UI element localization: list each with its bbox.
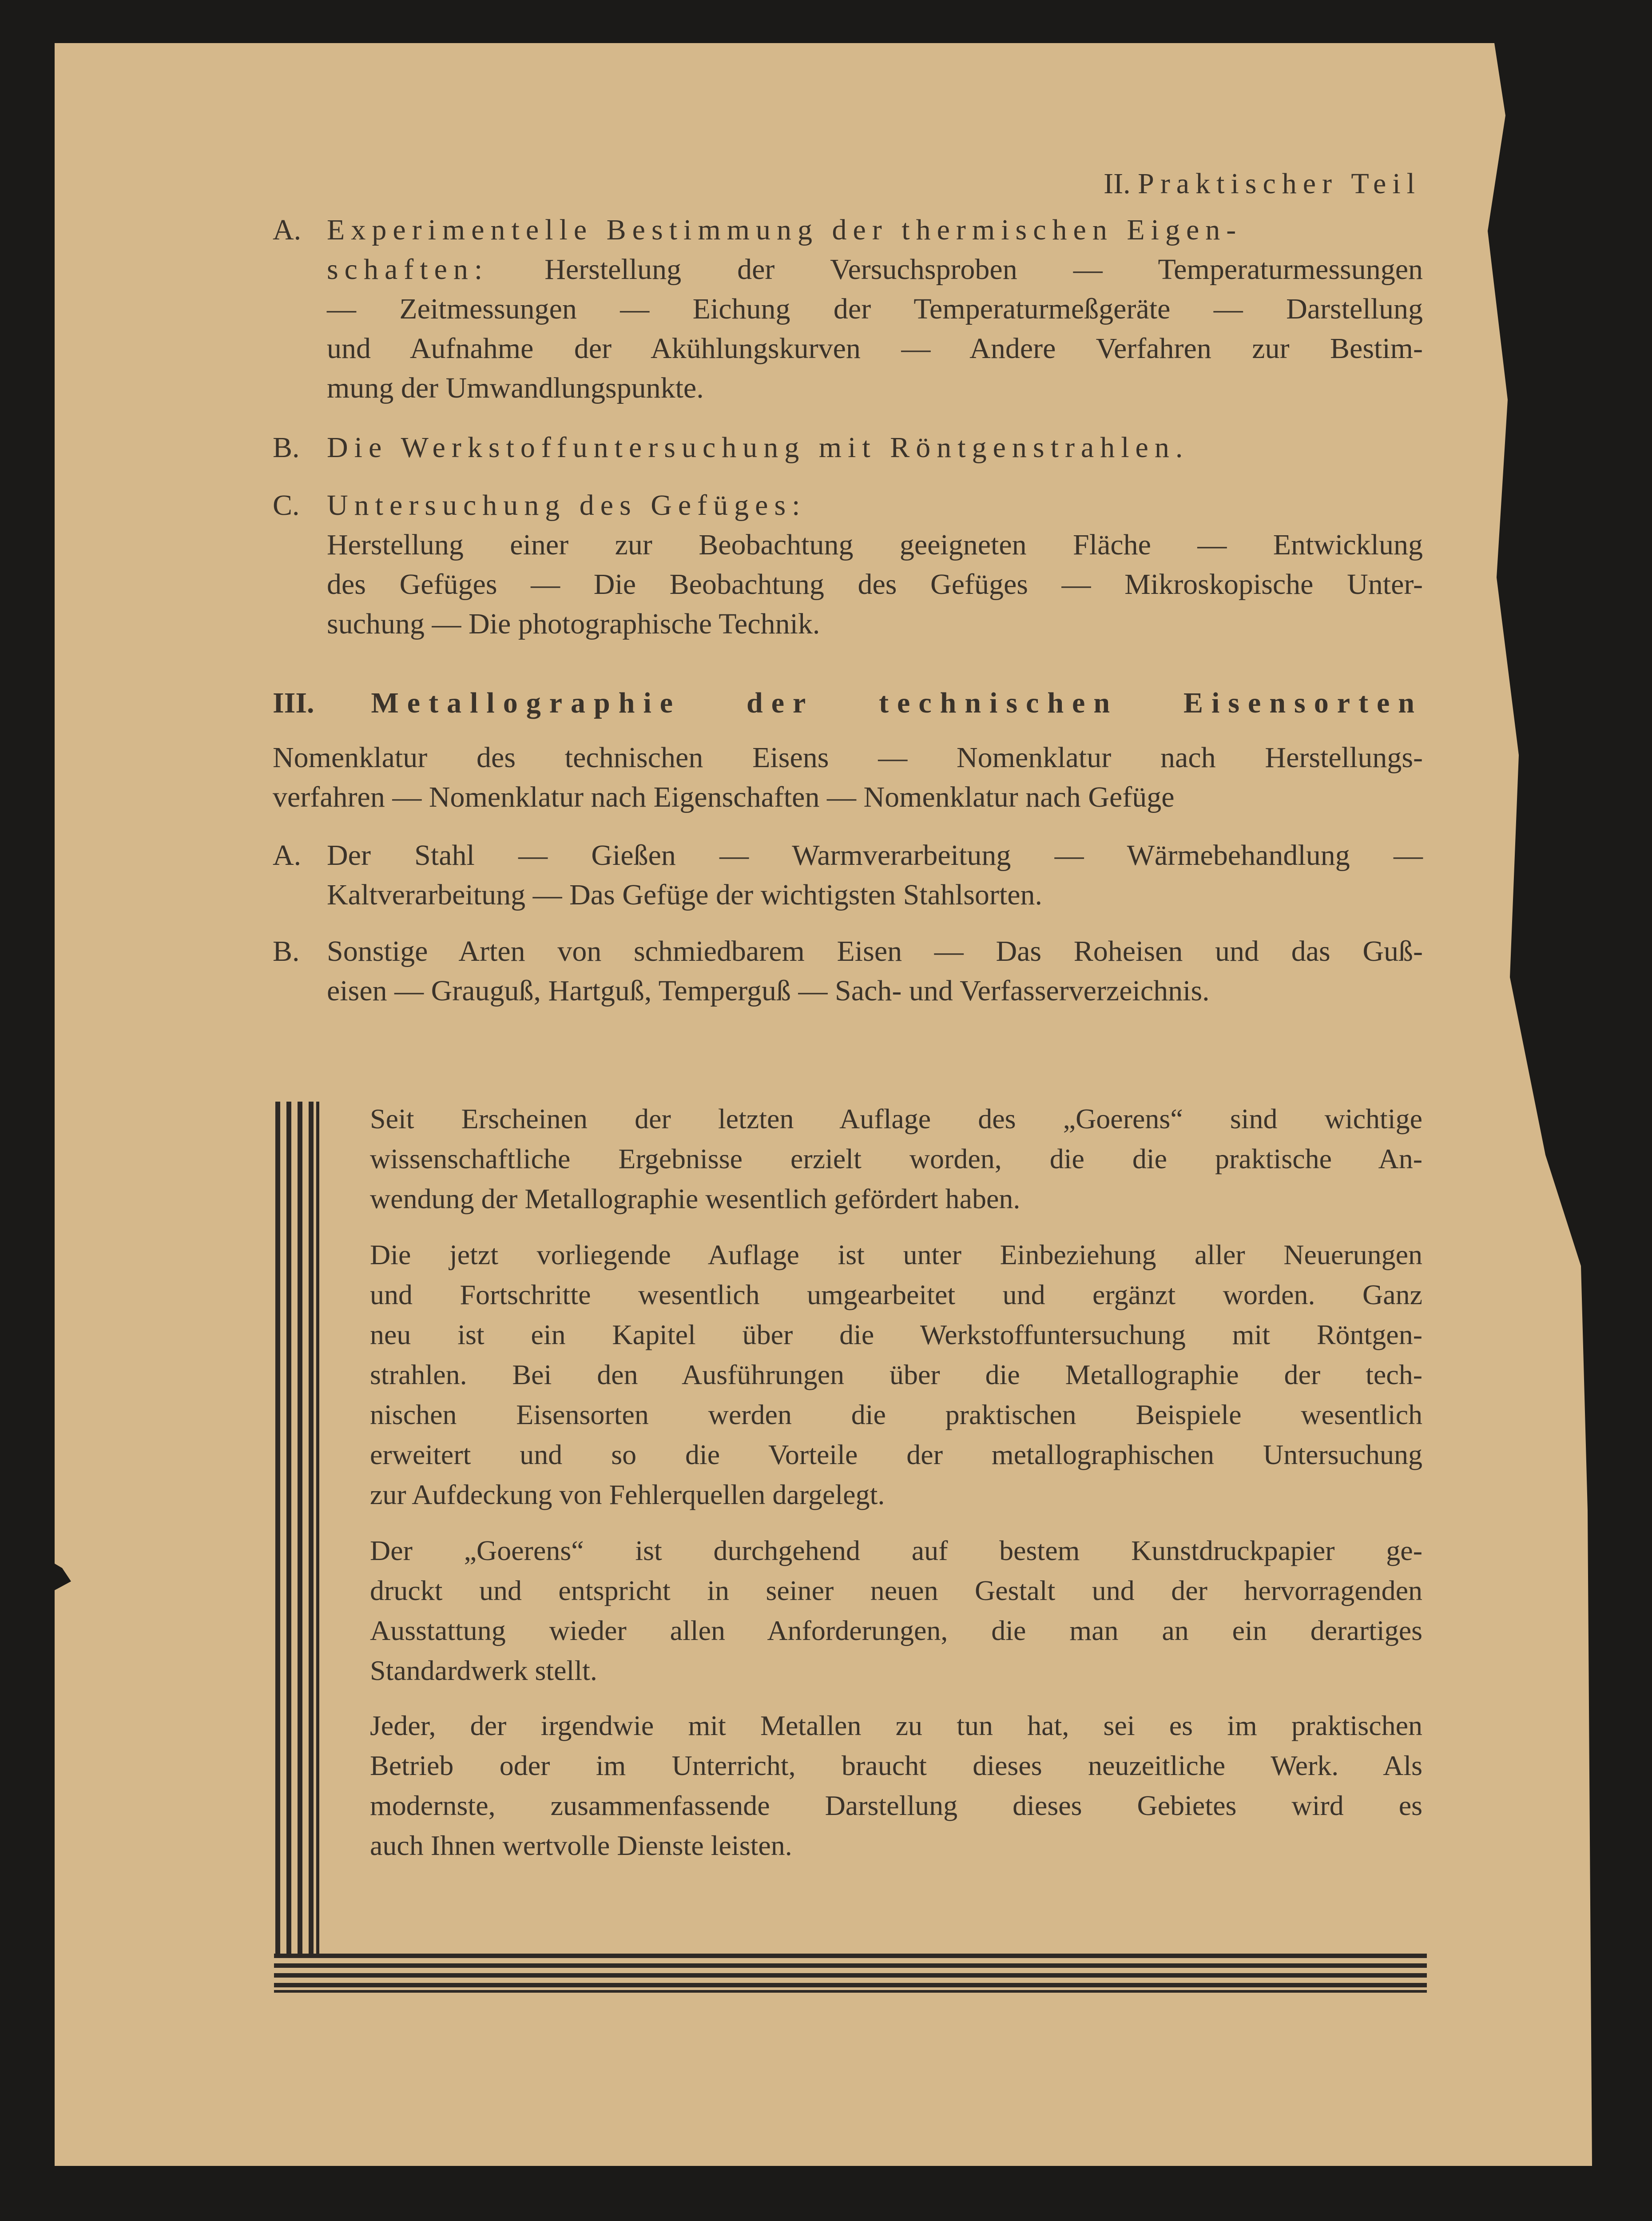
- blurb-line: modernste, zusammenfassende Darstellung dieses Gebietes wird es: [370, 1790, 1422, 1821]
- blurb-line: Seit Erscheinen der letzten Auflage des „Goerens“ sind wichtige: [370, 1103, 1422, 1134]
- section-2-number: II.: [1104, 167, 1131, 200]
- blurb-line: nischen Eisensorten werden die praktischen Beispiele wesentlich: [370, 1399, 1422, 1430]
- section-2-item-b: [273, 428, 1423, 467]
- item-line: — Zeitmessungen — Eichung der Temperaturmeßgeräte — Darstellung: [327, 293, 1423, 325]
- blurb-line: strahlen. Bei den Ausführungen über die Metallographie der tech-: [370, 1359, 1422, 1390]
- item-line: Untersuchung des Gefüges:: [327, 489, 806, 521]
- item-label: B.: [273, 935, 300, 967]
- section-3-title: Metallographie der technischen Eisensorten: [371, 687, 1423, 719]
- item-line: suchung — Die photographische Technik.: [327, 608, 820, 640]
- blurb-line: auch Ihnen wertvolle Dienste leisten.: [370, 1830, 792, 1861]
- item-line: des Gefüges — Die Beobachtung des Gefüges — Mikroskopische Unter-: [327, 568, 1423, 601]
- blurb-line: Die jetzt vorliegende Auflage ist unter Einbeziehung aller Neuerungen: [370, 1239, 1422, 1270]
- blurb-line: zur Aufdeckung von Fehlerquellen dargelegt.: [370, 1479, 885, 1510]
- blurb-line: Jeder, der irgendwie mit Metallen zu tun hat, sei es im praktischen: [370, 1710, 1422, 1741]
- item-line: und Aufnahme der Akühlungskurven — Andere Verfahren zur Bestim-: [327, 332, 1423, 365]
- item-line: Herstellung einer zur Beobachtung geeigneten Fläche — Entwicklung: [327, 529, 1423, 561]
- item-label: C.: [273, 489, 300, 521]
- item-label: A.: [273, 839, 302, 872]
- section-3-item-a: [273, 836, 1423, 915]
- blurb-line: Der „Goerens“ ist durchgehend auf bestem Kunstdruckpapier ge-: [370, 1535, 1422, 1566]
- section-2-title: Praktischer Teil: [1138, 167, 1421, 200]
- item-line: eisen — Grauguß, Hartguß, Temperguß — Sach- und Verfasserverzeichnis.: [327, 975, 1210, 1007]
- blurb-line: neu ist ein Kapitel über die Werkstoffuntersuchung mit Röntgen-: [370, 1319, 1422, 1350]
- section-3-heading: [273, 683, 1423, 723]
- item-label: B.: [273, 431, 300, 464]
- blurb-paragraph-3: [370, 1531, 1422, 1691]
- section-2-item-a: [273, 210, 1423, 408]
- item-line: mung der Umwandlungspunkte.: [327, 372, 704, 404]
- blurb-line: Ausstattung wieder allen Anforderungen, die man an ein derartiges: [370, 1615, 1422, 1646]
- item-label: A.: [273, 214, 302, 246]
- section-3-number: III.: [273, 687, 314, 719]
- blurb-line: Betrieb oder im Unterricht, braucht dieses neuzeitliche Werk. Als: [370, 1750, 1422, 1781]
- blurb-paragraph-2: [370, 1235, 1422, 1515]
- blurb-line: druckt und entspricht in seiner neuen Gestalt und der hervorragenden: [370, 1575, 1422, 1606]
- item-line: Die Werkstoffuntersuchung mit Röntgenstrahlen.: [327, 431, 1189, 464]
- blurb-line: und Fortschritte wesentlich umgearbeitet und ergänzt worden. Ganz: [370, 1279, 1422, 1310]
- blurb-paragraph-4: [370, 1706, 1422, 1866]
- blurb-line: wendung der Metallographie wesentlich gefördert haben.: [370, 1183, 1021, 1214]
- section-3-intro: [273, 738, 1423, 817]
- intro-line: verfahren — Nomenklatur nach Eigenschaften — Nomenklatur nach Gefüge: [273, 781, 1175, 813]
- blurb-line: Standardwerk stellt.: [370, 1655, 597, 1686]
- section-2-heading: [1104, 164, 1421, 203]
- item-line: Experimentelle Bestimmung der thermischen Eigen-: [327, 214, 1243, 246]
- section-2-item-c: [273, 486, 1423, 644]
- item-line: Kaltverarbeitung — Das Gefüge der wichtigsten Stahlsorten.: [327, 879, 1043, 911]
- blurb-line: wissenschaftliche Ergebnisse erzielt worden, die die praktische An-: [370, 1143, 1422, 1174]
- item-line: schaften: Herstellung der Versuchsproben — Temperaturmessungen: [327, 253, 1423, 286]
- intro-line: Nomenklatur des technischen Eisens — Nomenklatur nach Herstellungs-: [273, 741, 1423, 774]
- section-3-item-b: [273, 931, 1423, 1011]
- blurb-line: erweitert und so die Vorteile der metallographischen Untersuchung: [370, 1439, 1422, 1470]
- item-line: Sonstige Arten von schmiedbarem Eisen — Das Roheisen und das Guß-: [327, 935, 1423, 967]
- item-line: Der Stahl — Gießen — Warmverarbeitung — Wärmebehandlung —: [327, 839, 1423, 872]
- blurb-paragraph-1: [370, 1099, 1422, 1219]
